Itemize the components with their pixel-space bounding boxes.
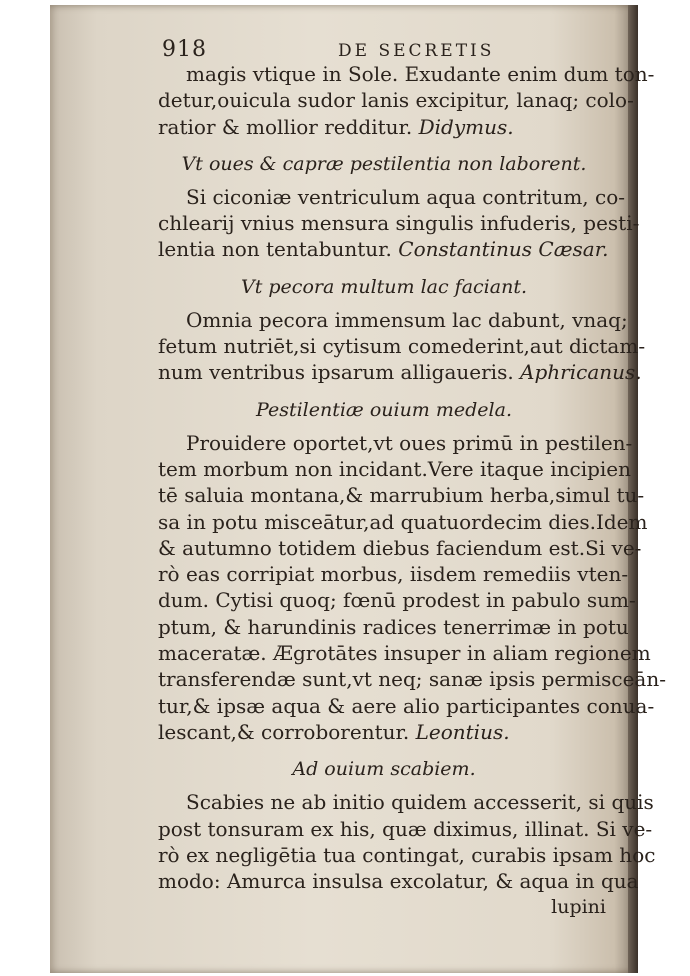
text-line xyxy=(158,456,632,482)
text-line xyxy=(158,359,642,385)
source-attribution: Constantinus Cæsar. xyxy=(398,237,609,262)
line-text: tē saluia montana,& marrubium herba,simul tu- xyxy=(158,483,645,508)
page-number: 918 xyxy=(162,37,207,62)
source-attribution: Leontius. xyxy=(415,719,510,744)
paragraph xyxy=(158,61,655,140)
paragraph xyxy=(158,184,640,263)
text-line xyxy=(158,61,655,87)
text-line xyxy=(158,561,629,587)
line-text: tem morbum non incidant.Vere itaque incipien xyxy=(158,456,632,481)
text-line xyxy=(158,236,610,262)
line-text: ratior & mollior redditur. xyxy=(158,114,413,139)
section-heading: Ad ouium scabiem. xyxy=(292,758,476,781)
paragraph xyxy=(158,430,666,746)
line-text: tur,& ipsæ aqua & aere alio participantes conua- xyxy=(158,693,655,718)
line-text: transferendæ sunt,vt neq; sanæ ipsis permisceān- xyxy=(158,667,666,692)
source-attribution: Aphricanus. xyxy=(520,360,642,385)
text-line xyxy=(158,719,610,745)
line-text: rò ex negligētia tua contingat, curabis ipsam hoc xyxy=(158,842,656,867)
line-text: & autumno totidem diebus faciendum est.Si ve- xyxy=(158,535,642,560)
text-line xyxy=(158,614,629,640)
text-line xyxy=(158,666,666,692)
line-text: detur,ouicula sudor lanis excipitur, lanaq; colo- xyxy=(158,88,634,113)
section-heading: Vt pecora multum lac faciant. xyxy=(241,275,527,298)
line-text: Scabies ne ab initio quidem accesserit, si quis xyxy=(186,790,654,815)
text-line xyxy=(158,333,646,359)
text-line xyxy=(158,693,655,719)
book-page xyxy=(50,5,666,973)
text-line xyxy=(158,184,626,210)
text-line xyxy=(158,640,651,666)
line-text: maceratæ. Ægrotātes insuper in aliam regionem xyxy=(158,641,651,666)
text-line xyxy=(158,587,636,613)
line-text: post tonsuram ex his, quæ diximus, illinat. Si ve- xyxy=(158,816,653,841)
text-line xyxy=(158,210,640,236)
text-line xyxy=(158,87,634,113)
source-attribution: Didymus. xyxy=(418,114,514,139)
line-text: rò eas corripiat morbus, iisdem remediis vten- xyxy=(158,562,629,587)
section-heading: Vt oues & capræ pestilentia non laborent. xyxy=(181,152,587,175)
text-line xyxy=(158,868,639,894)
line-text: Omnia pecora immensum lac dabunt, vnaq; xyxy=(186,307,628,332)
line-text: chlearij vnius mensura singulis infuderis, pesti- xyxy=(158,211,640,236)
catchword: lupini xyxy=(551,896,606,919)
text-line xyxy=(158,114,610,140)
line-text: ptum, & harundinis radices tenerrimæ in potu xyxy=(158,614,629,639)
line-text: sa in potu misceātur,ad quatuordecim dies.Idem xyxy=(158,509,648,534)
text-line xyxy=(158,535,642,561)
line-text: lescant,& corroborentur. xyxy=(158,719,410,744)
text-line xyxy=(158,842,656,868)
text-line xyxy=(158,430,633,456)
line-text: Si ciconiæ ventriculum aqua contritum, co- xyxy=(186,184,626,209)
page-text xyxy=(158,31,666,919)
text-line xyxy=(158,307,628,333)
paragraph xyxy=(158,789,656,894)
line-text: lentia non tentabuntur. xyxy=(158,237,392,262)
text-line xyxy=(158,789,654,815)
paragraph xyxy=(158,307,646,386)
line-text: modo: Amurca insulsa excolatur, & aqua in qua xyxy=(158,869,639,894)
running-title: DE SECRETIS xyxy=(338,41,495,61)
line-text: Prouidere oportet,vt oues primū in pestilen- xyxy=(186,430,633,455)
line-text: num ventribus ipsarum alligaueris. xyxy=(158,360,514,385)
line-text: fetum nutriēt,si cytisum comederint,aut dictam- xyxy=(158,334,646,359)
line-text: dum. Cytisi quoq; fœnū prodest in pabulo sum- xyxy=(158,588,636,613)
page-header xyxy=(158,31,610,61)
text-line xyxy=(158,816,653,842)
section-heading: Pestilentiæ ouium medela. xyxy=(256,398,512,421)
text-line xyxy=(158,509,648,535)
text-line xyxy=(158,482,645,508)
line-text: magis vtique in Sole. Exudante enim dum ton- xyxy=(186,62,655,86)
body-flow xyxy=(158,61,666,894)
